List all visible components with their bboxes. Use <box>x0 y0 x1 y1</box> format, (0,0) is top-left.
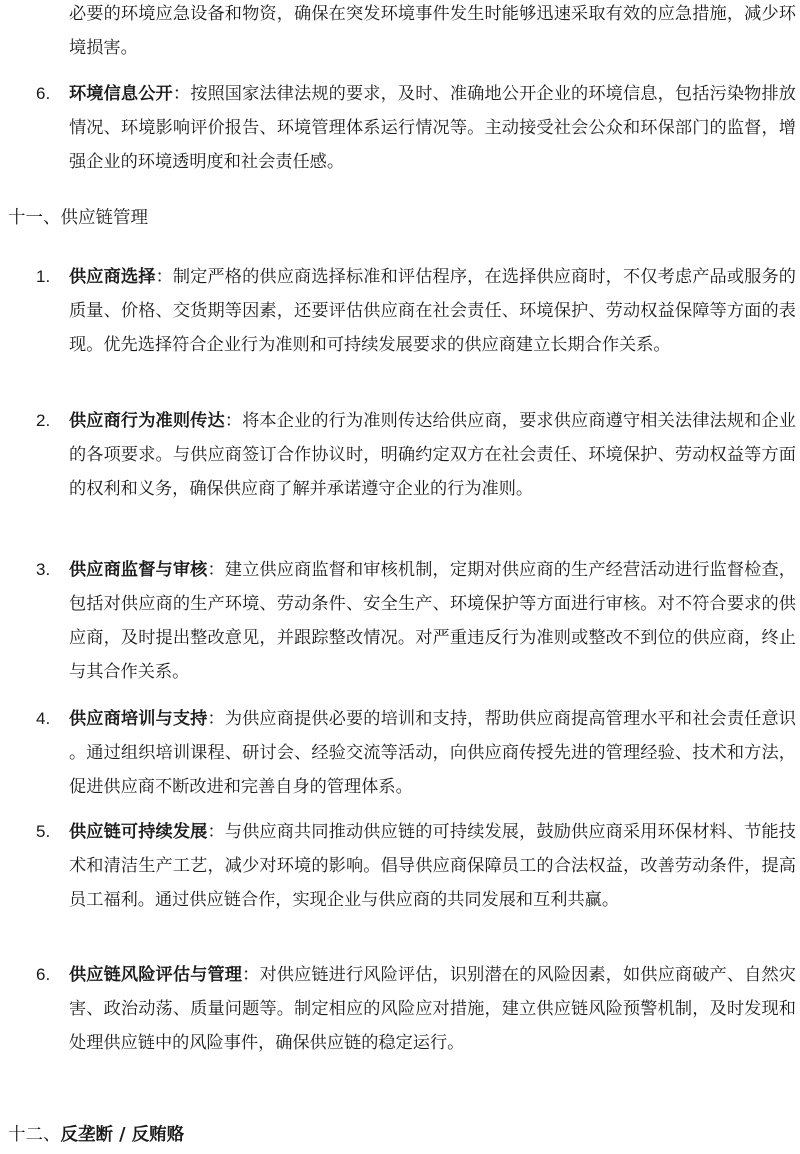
list-item <box>0 404 800 506</box>
section-heading-12 <box>8 1120 184 1150</box>
item-description: 按照国家法律法规的要求，及时、准确地公开企业的环境信息，包括污染物排放情况、环境影响评价报告、环境管理体系运行情况等。主动接受社会公众和环保部门的监督，增强企业的环境透明度和社会责任感。 <box>69 84 796 172</box>
item-description: 将本企业的行为准则传达给供应商，要求供应商遵守相关法律法规和企业的各项要求。与供应商签订合作协议时，明确约定双方在社会责任、环境保护、劳动权益等方面的权利和义务，确保供应商了解并承诺遵守企业的行为准则。 <box>69 411 796 499</box>
item-colon: ： <box>224 411 243 431</box>
item-description: 建立供应商监督和审核机制，定期对供应商的生产经营活动进行监督检查，包括对供应商的生产环境、劳动条件、安全生产、环境保护等方面进行审核。对不符合要求的供应商，及时提出整改意见，并跟踪整改情况。对严重违反行为准则或整改不到位的供应商，终止与其合作关系。 <box>69 560 796 682</box>
item-term: 供应链可持续发展 <box>69 822 208 842</box>
item-term: 供应商监督与审核 <box>69 560 208 580</box>
list-text <box>69 553 796 689</box>
list-number: 2. <box>36 411 51 430</box>
list-text <box>69 404 796 506</box>
list-text <box>69 702 796 804</box>
list-number: 5. <box>36 822 51 841</box>
list-number: 3. <box>36 560 51 579</box>
list-text <box>69 260 796 362</box>
item-term: 供应商培训与支持 <box>69 709 208 729</box>
continuation-paragraph <box>0 0 800 65</box>
item-colon: ： <box>172 84 191 104</box>
item-description: 为供应商提供必要的培训和支持，帮助供应商提高管理水平和社会责任意识。通过组织培训课程、研讨会、经验交流等活动，向供应商传授先进的管理经验、技术和方法，促进供应商不断改进和完善自身的管理体系。 <box>69 709 796 797</box>
list-item <box>0 553 800 689</box>
list-number: 6. <box>36 84 51 103</box>
list-number: 4. <box>36 709 51 728</box>
heading-title: 反垄断 / 反贿赂 <box>60 1125 185 1145</box>
item-colon: ： <box>207 560 225 580</box>
list-item <box>0 815 800 917</box>
list-number: 1. <box>36 267 51 286</box>
list-text <box>69 77 796 179</box>
item-colon: ： <box>155 267 173 287</box>
item-term: 供应商选择 <box>69 267 156 287</box>
item-description: 与供应商共同推动供应链的可持续发展，鼓励供应商采用环保材料、节能技术和清洁生产工艺，减少对环境的影响。倡导供应商保障员工的合法权益，改善劳动条件，提高员工福利。通过供应链合作，实现企业与供应商的共同发展和互利共赢。 <box>69 822 796 910</box>
list-item <box>0 958 800 1060</box>
item-description: 制定严格的供应商选择标准和评估程序，在选择供应商时，不仅考虑产品或服务的质量、价格、交货期等因素，还要评估供应商在社会责任、环境保护、劳动权益保障等方面的表现。优先选择符合企业行为准则和可持续发展要求的供应商建立长期合作关系。 <box>69 267 796 355</box>
item-colon: ： <box>242 965 260 985</box>
heading-prefix: 十二、 <box>8 1125 61 1145</box>
item-colon: ： <box>207 822 225 842</box>
item-term: 环境信息公开 <box>69 84 173 104</box>
item-term: 供应链风险评估与管理 <box>69 965 243 985</box>
section-heading-11: 十一、供应链管理 <box>8 208 148 228</box>
list-text <box>69 958 796 1060</box>
continuation-text: 必要的环境应急设备和物资，确保在突发环境事件发生时能够迅速采取有效的应急措施，减少环境损害。 <box>69 4 796 58</box>
list-text <box>69 815 796 917</box>
list-number: 6. <box>36 965 51 984</box>
list-item <box>0 77 800 179</box>
list-item <box>0 260 800 362</box>
list-item <box>0 702 800 804</box>
item-description: 对供应链进行风险评估，识别潜在的风险因素，如供应商破产、自然灾害、政治动荡、质量问题等。制定相应的风险应对措施，建立供应链风险预警机制，及时发现和处理供应链中的风险事件，确保供应链的稳定运行。 <box>69 965 796 1053</box>
item-term: 供应商行为准则传达 <box>69 411 225 431</box>
item-colon: ： <box>207 709 225 729</box>
